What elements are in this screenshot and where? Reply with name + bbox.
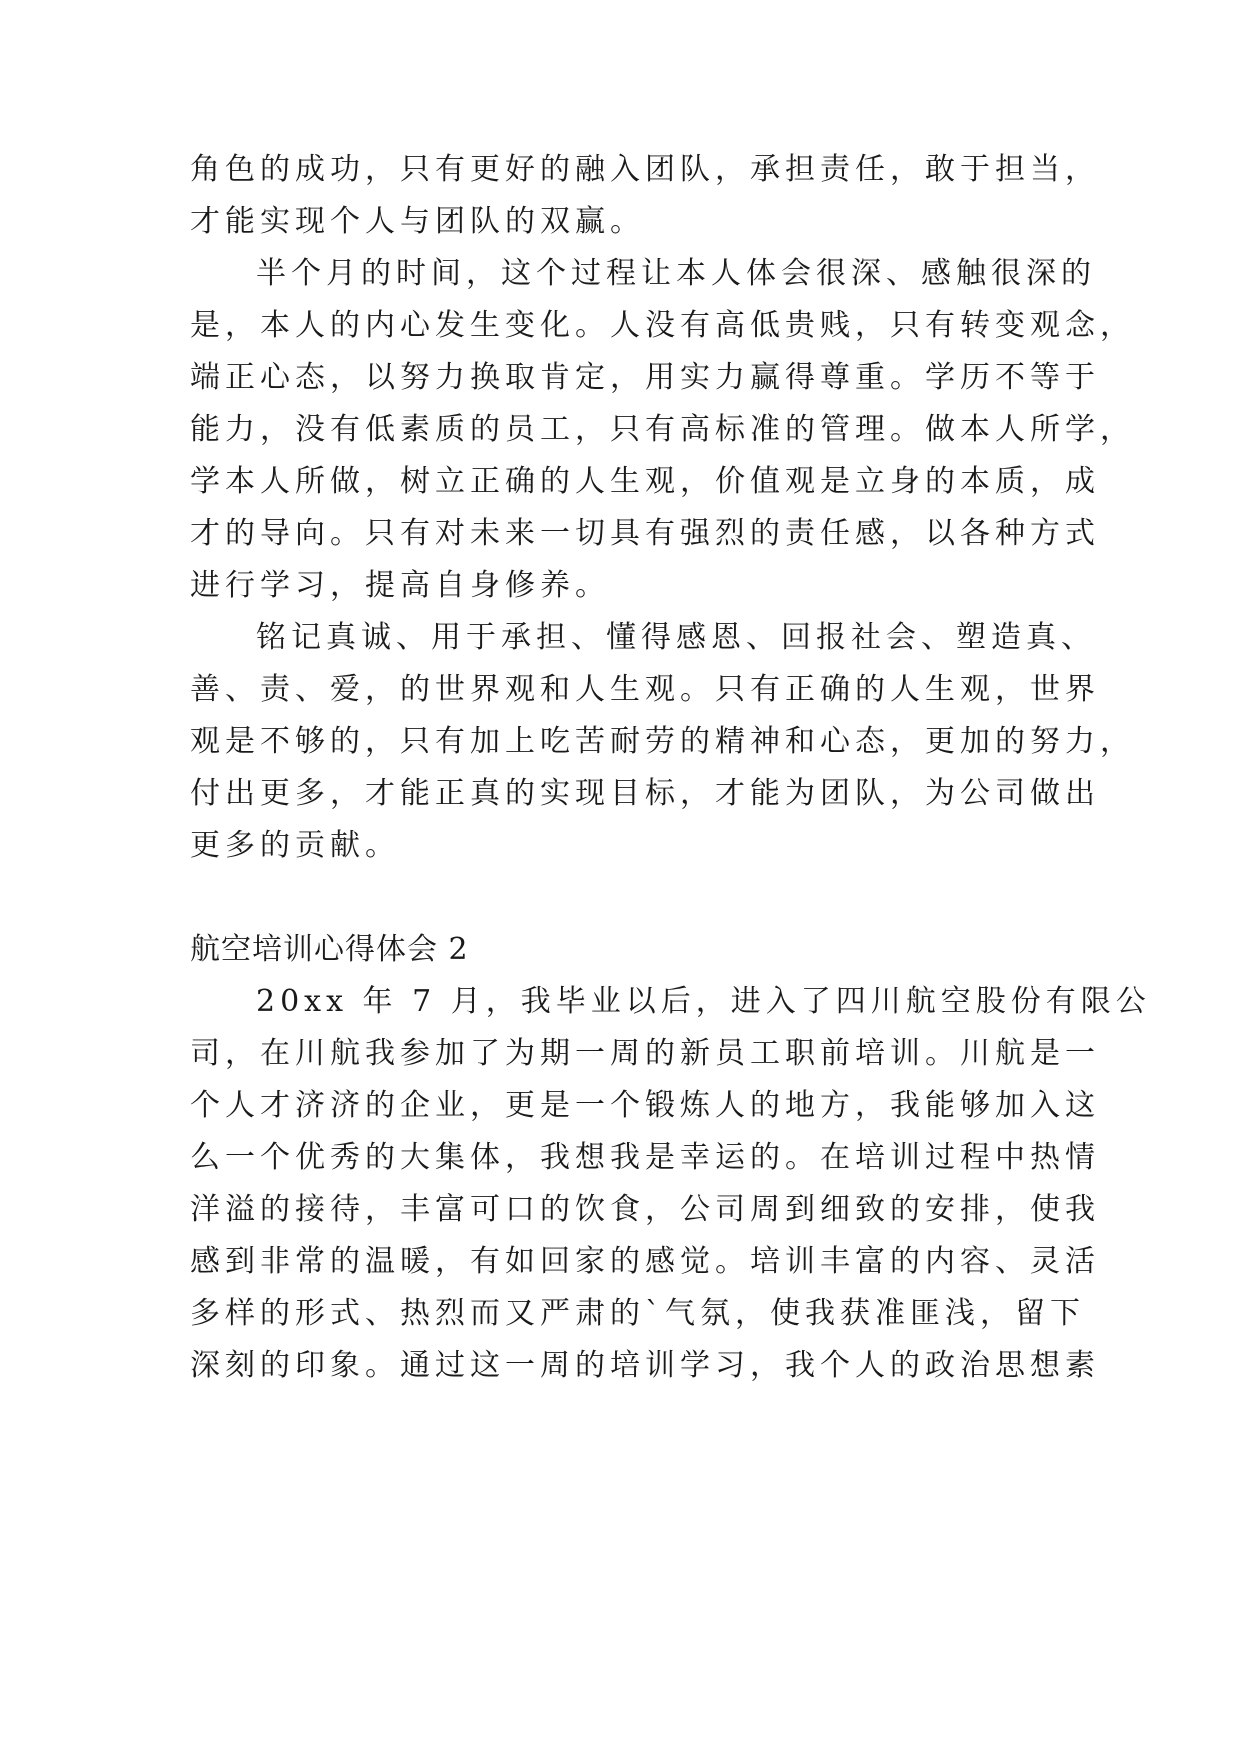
paragraph-line: 更多的贡献。 [190, 828, 400, 863]
paragraph-line: 感到非常的温暖，有如回家的感觉。培训丰富的内容、灵活 [190, 1244, 1100, 1279]
paragraph-line: 20xx 年 7 月，我毕业以后，进入了四川航空股份有限公 [256, 984, 1151, 1019]
paragraph-line: 进行学习，提高自身修养。 [190, 568, 610, 603]
paragraph-line: 学本人所做，树立正确的人生观，价值观是立身的本质，成 [190, 464, 1100, 499]
paragraph-line: 司，在川航我参加了为期一周的新员工职前培训。川航是一 [190, 1036, 1100, 1071]
paragraph-line: 半个月的时间，这个过程让本人体会很深、感触很深的 [256, 256, 1096, 291]
paragraph-line: 洋溢的接待，丰富可口的饮食，公司周到细致的安排，使我 [190, 1192, 1100, 1227]
paragraph-line: 付出更多，才能正真的实现目标，才能为团队，为公司做出 [190, 776, 1100, 811]
paragraph-line: 角色的成功，只有更好的融入团队，承担责任，敢于担当， [190, 152, 1100, 187]
paragraph-line: 能力，没有低素质的员工，只有高标准的管理。做本人所学， [190, 412, 1135, 447]
paragraph-line: 才能实现个人与团队的双赢。 [190, 204, 645, 239]
paragraph-line: 端正心态，以努力换取肯定，用实力赢得尊重。学历不等于 [190, 360, 1100, 395]
paragraph-line: 个人才济济的企业，更是一个锻炼人的地方，我能够加入这 [190, 1088, 1100, 1123]
paragraph-line: 多样的形式、热烈而又严肃的`气氛，使我获准匪浅，留下 [190, 1296, 1085, 1331]
section-heading: 航空培训心得体会 2 [190, 932, 469, 967]
paragraph-line: 么一个优秀的大集体，我想我是幸运的。在培训过程中热情 [190, 1140, 1100, 1175]
paragraph-line: 才的导向。只有对未来一切具有强烈的责任感，以各种方式 [190, 516, 1100, 551]
paragraph-line: 善、责、爱，的世界观和人生观。只有正确的人生观，世界 [190, 672, 1100, 707]
paragraph-line: 深刻的印象。通过这一周的培训学习，我个人的政治思想素 [190, 1348, 1100, 1383]
paragraph-line: 观是不够的，只有加上吃苦耐劳的精神和心态，更加的努力， [190, 724, 1135, 759]
paragraph-line: 铭记真诚、用于承担、懂得感恩、回报社会、塑造真、 [256, 620, 1096, 655]
paragraph-line: 是，本人的内心发生变化。人没有高低贵贱，只有转变观念， [190, 308, 1135, 343]
